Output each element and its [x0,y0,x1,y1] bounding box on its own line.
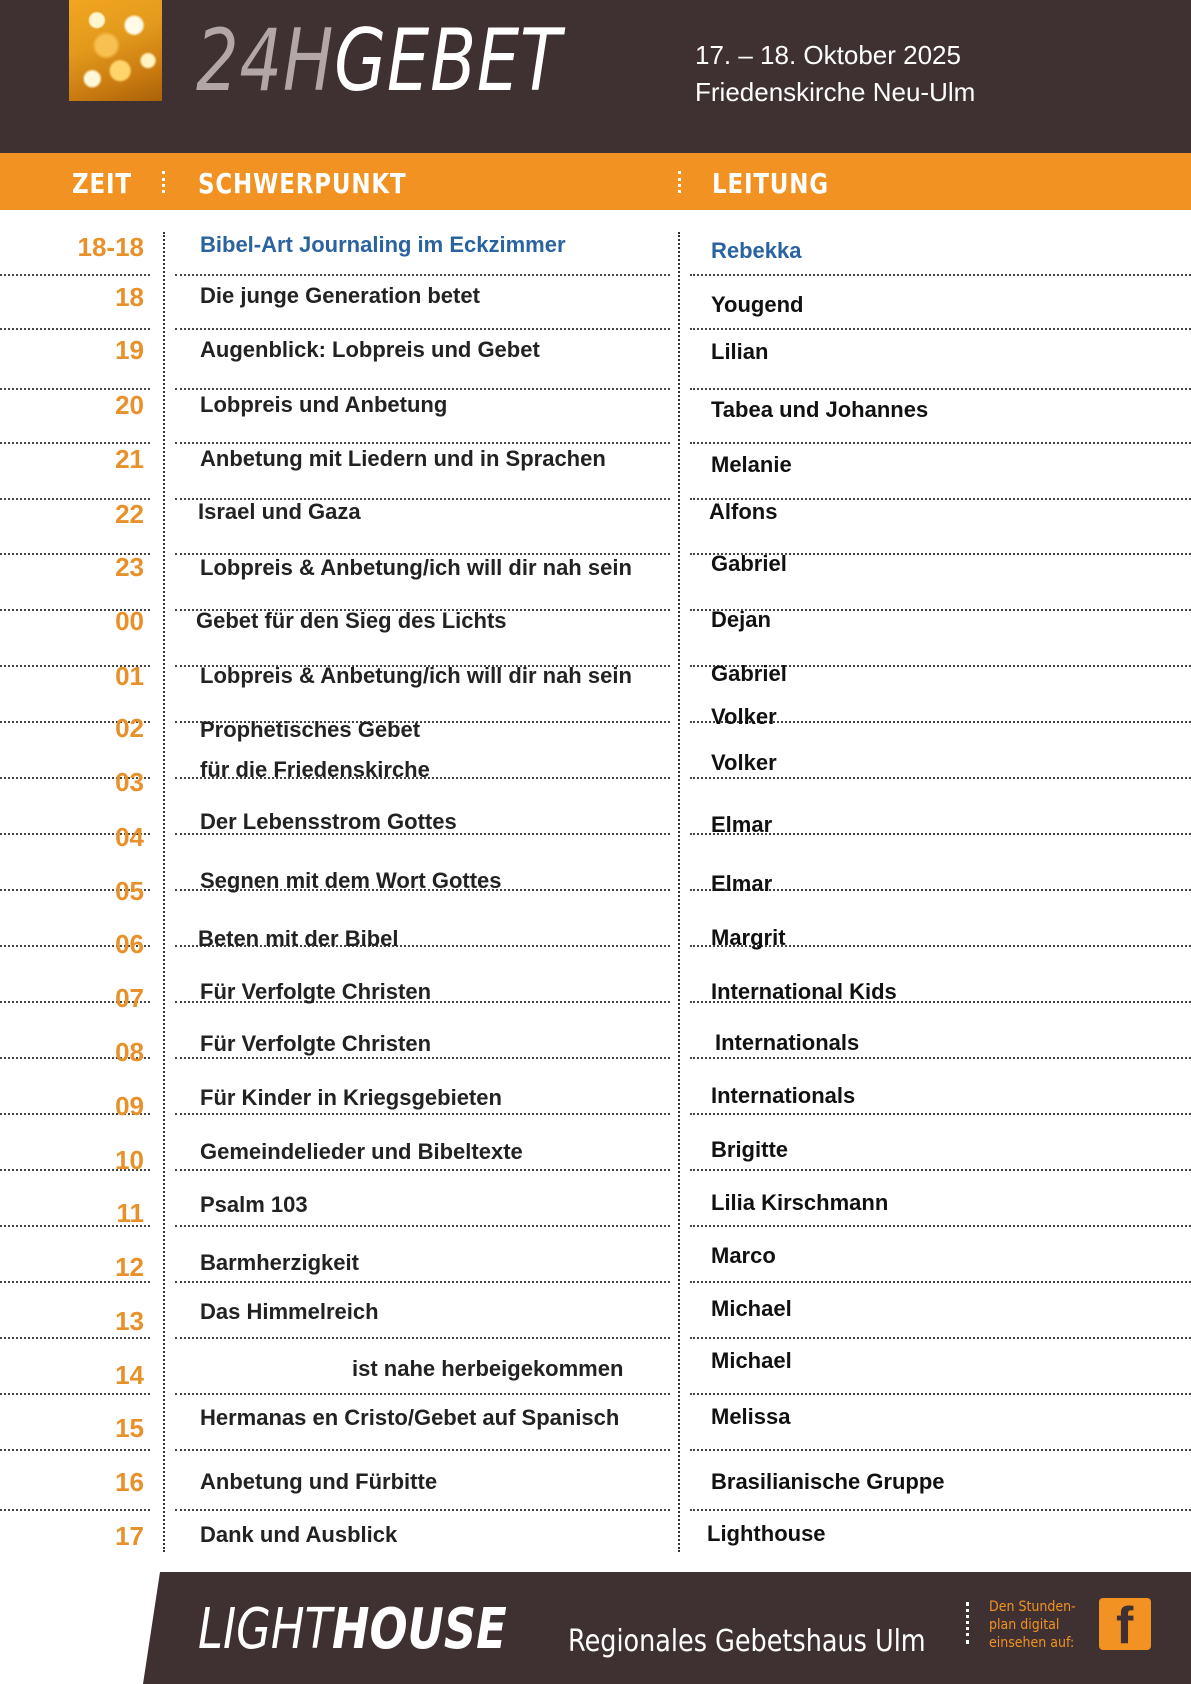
time-slot: 05 [115,876,144,906]
time-slot: 06 [115,929,144,959]
time-slot: 21 [115,444,144,474]
leader: Brigitte [711,1137,788,1162]
leader: Melanie [711,452,792,477]
time-slot: 23 [115,552,144,582]
topic: ist nahe herbeigekommen [352,1356,624,1381]
time-slot: 18 [115,282,144,312]
row-divider [690,1337,1191,1339]
time-slot: 11 [116,1198,144,1228]
row-divider [690,1225,1191,1227]
topic: für die Friedenskirche [200,757,430,782]
time-slot: 12 [115,1252,144,1282]
leader: Gabriel [711,551,787,576]
topic: Gebet für den Sieg des Lichts [196,608,507,633]
time-slot: 18-18 [77,232,144,262]
row-divider [0,1509,150,1511]
topic: Das Himmelreich [200,1299,379,1324]
row-divider [175,1449,670,1451]
topic: Psalm 103 [200,1192,308,1217]
row-divider [175,328,670,330]
footer-note-line: einsehen auf: [989,1635,1075,1651]
column-header-leitung: LEITUNG [712,167,829,200]
topic: Anbetung mit Liedern und in Sprachen [200,446,606,471]
row-divider [175,1509,670,1511]
topic: Barmherzigkeit [200,1250,359,1275]
leader: Melissa [711,1404,791,1429]
time-slot: 13 [115,1306,144,1336]
row-divider [0,1337,150,1339]
leader: Volker [711,704,777,729]
time-slot: 07 [115,983,144,1013]
column-separator [678,171,681,193]
footer-tagline: Regionales Gebetshaus Ulm [568,1624,926,1659]
topic: Der Lebensstrom Gottes [200,809,457,834]
row-divider [0,1393,150,1395]
leader: Internationals [711,1083,856,1108]
row-divider [690,1393,1191,1395]
topic: Augenblick: Lobpreis und Gebet [200,337,540,362]
time-slot: 15 [115,1413,144,1443]
row-divider [175,1281,670,1283]
row-divider [175,1169,670,1171]
event-date: 17. – 18. Oktober 2025 [695,40,961,70]
footer-note-line: plan digital [989,1617,1060,1633]
time-slot: 03 [115,767,144,797]
column-header-schwerpunkt: SCHWERPUNKT [198,167,407,200]
leader: Dejan [711,607,771,632]
footer-note [989,1598,1076,1652]
footer [0,1572,1191,1684]
leader: Internationals [715,1030,860,1055]
column-divider-time [163,232,165,1552]
topic: Beten mit der Bibel [198,926,399,951]
leader: International Kids [711,979,897,1004]
time-slot: 01 [115,661,144,691]
time-slot: 14 [115,1360,144,1390]
time-slot: 17 [115,1521,144,1551]
column-separator [162,171,165,193]
topic: Bibel-Art Journaling im Eckzimmer [200,232,566,257]
logo-part-gebet: GEBET [334,11,562,111]
column-divider-lead [678,232,680,1552]
facebook-glyph: f [1116,1597,1134,1655]
row-divider [690,388,1191,390]
row-divider [690,1169,1191,1171]
leader: Brasilianische Gruppe [711,1469,945,1494]
leader: Tabea und Johannes [711,397,929,422]
topic: Lobpreis & Anbetung/ich will dir nah sein [200,555,632,580]
row-divider [175,1057,670,1059]
row-divider [0,1449,150,1451]
facebook-icon[interactable] [1099,1597,1151,1655]
topic: Die junge Generation betet [200,283,480,308]
row-divider [690,1509,1191,1511]
time-slot: 04 [115,822,144,852]
topic: Israel und Gaza [198,499,361,524]
row-divider [690,777,1191,779]
topic: Dank und Ausblick [200,1522,398,1547]
leader: Gabriel [711,661,787,686]
topic: Hermanas en Cristo/Gebet auf Spanisch [200,1405,620,1430]
column-header-zeit: ZEIT [72,167,132,200]
time-slot: 10 [115,1145,144,1175]
time-slot: 00 [115,606,144,636]
leader: Marco [711,1243,776,1268]
footer-separator [966,1602,969,1644]
row-divider [690,1281,1191,1283]
leader: Lighthouse [707,1521,826,1546]
header [0,0,1191,153]
time-slot: 16 [115,1467,144,1497]
row-divider [0,328,150,330]
row-divider [175,1113,670,1115]
topic: Für Kinder in Kriegsgebieten [200,1085,502,1110]
leader: Volker [711,750,777,775]
row-divider [690,1449,1191,1451]
time-slot: 20 [115,390,144,420]
leader: Alfons [709,499,778,524]
row-divider [175,442,670,444]
topic: Lobpreis & Anbetung/ich will dir nah sein [200,663,632,688]
row-divider [0,274,150,276]
event-logo [196,11,562,111]
time-slot: 08 [115,1037,144,1067]
leader: Elmar [711,812,773,837]
leader: Michael [711,1348,792,1373]
topic: Gemeindelieder und Bibeltexte [200,1139,523,1164]
leader: Yougend [711,292,804,317]
event-place: Friedenskirche Neu-Ulm [695,77,976,107]
topic: Für Verfolgte Christen [200,979,432,1004]
brand-part-house: HOUSE [331,1597,507,1662]
row-divider [690,442,1191,444]
row-divider [175,274,670,276]
time-slot: 22 [115,499,144,529]
row-divider [690,1113,1191,1115]
topic: Anbetung und Fürbitte [200,1469,438,1494]
row-divider [175,1393,670,1395]
topic: Segnen mit dem Wort Gottes [200,868,502,893]
lighthouse-logo [198,1597,507,1662]
leader: Michael [711,1296,792,1321]
brand-part-light: LIGHT [198,1597,332,1662]
row-divider [690,274,1191,276]
footer-note-line: Den Stunden- [989,1599,1076,1615]
time-slot: 19 [115,335,144,365]
leader: Margrit [711,925,786,950]
leader: Elmar [711,871,773,896]
topic: Für Verfolgte Christen [200,1031,432,1056]
row-divider [690,1057,1191,1059]
leader: Lilian [711,339,769,364]
leader: Rebekka [711,238,802,263]
leader: Lilia Kirschmann [711,1190,889,1215]
row-divider [175,388,670,390]
time-slot: 02 [115,713,144,743]
logo-part-24h: 24H [196,11,335,111]
row-divider [175,1337,670,1339]
bokeh-photo [69,0,162,101]
time-slot: 09 [115,1091,144,1121]
row-divider [690,328,1191,330]
column-header-bar [0,153,1191,210]
row-divider [175,1225,670,1227]
topic: Prophetisches Gebet [200,717,421,742]
topic: Lobpreis und Anbetung [200,392,448,417]
